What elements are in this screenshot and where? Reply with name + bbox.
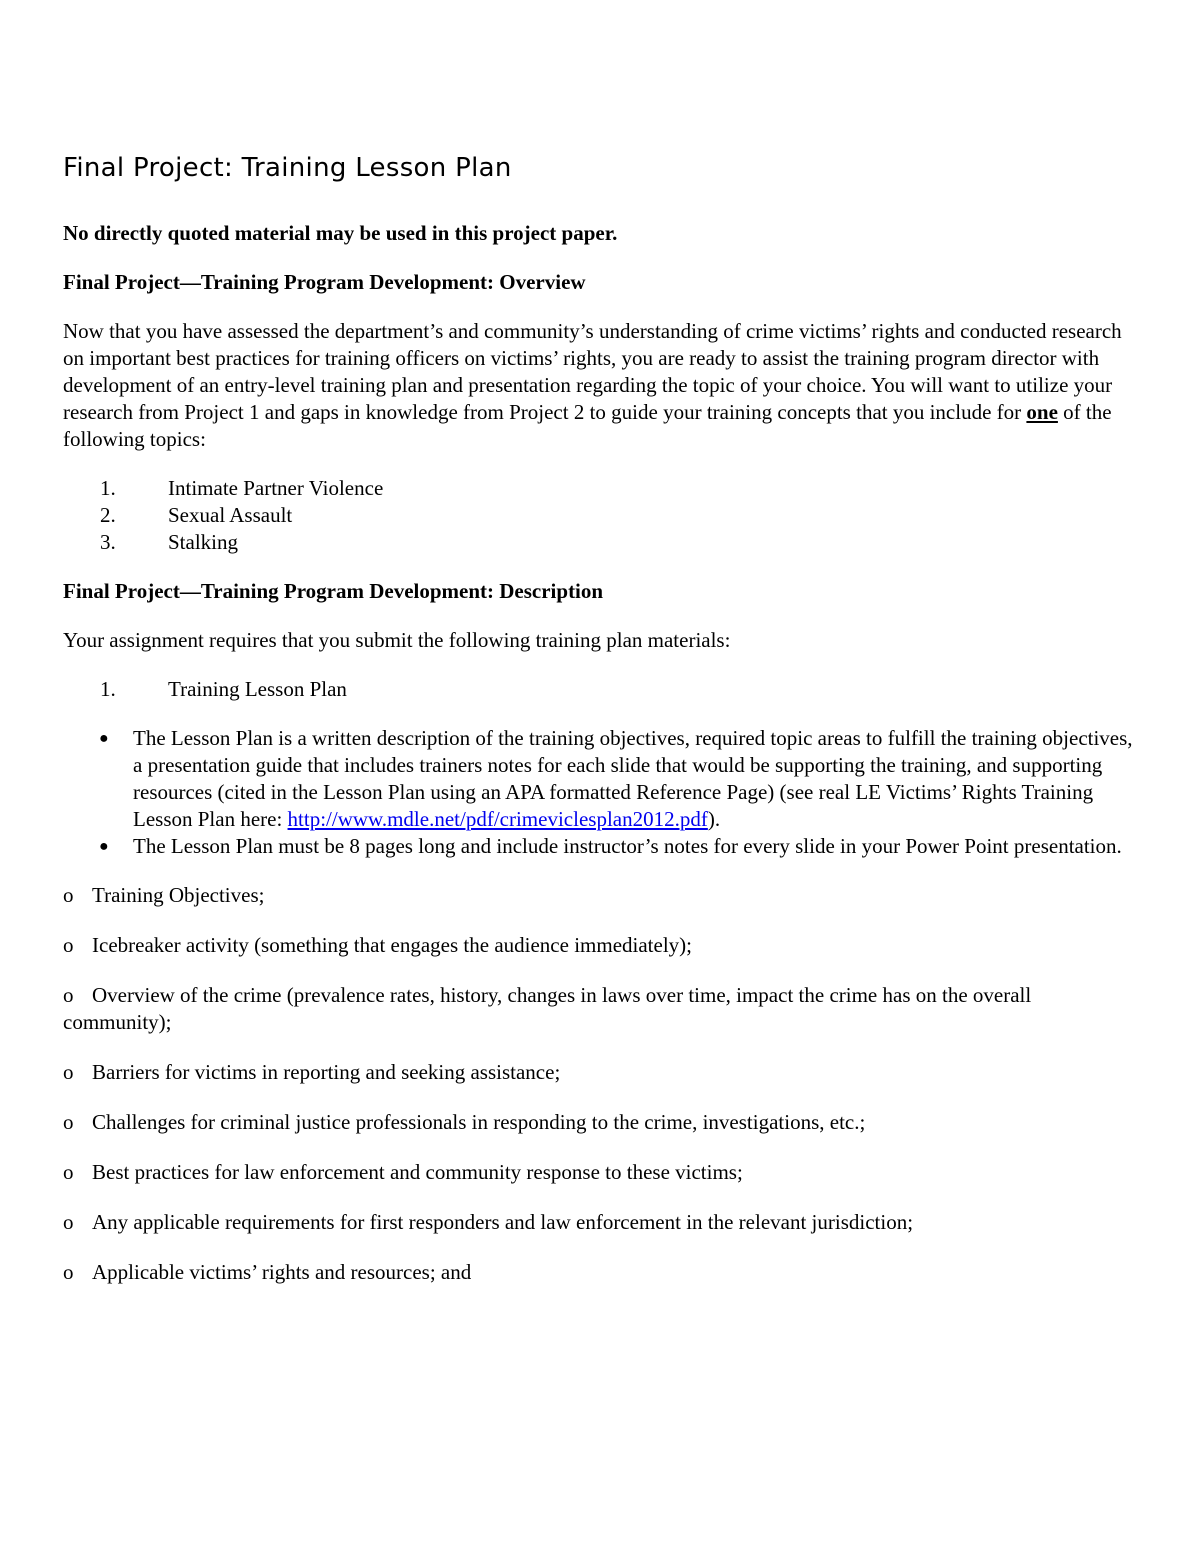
sub-item-text: Any applicable requirements for first responders and law enforcement in the relevant jurisdiction; (92, 1210, 914, 1234)
list-item (63, 982, 1143, 1036)
sub-marker: o (63, 983, 74, 1007)
sub-marker: o (63, 1160, 74, 1184)
bullet-icon: ● (99, 730, 109, 747)
topic-label: Sexual Assault (168, 503, 293, 527)
sub-item-list (63, 882, 1143, 1286)
overview-paragraph (63, 318, 1143, 453)
description-intro: Your assignment requires that you submit the following training plan materials: (63, 628, 731, 652)
lesson-plan-link[interactable]: http://www.mdle.net/pdf/crimeviclesplan2012.pdf (287, 807, 708, 831)
sub-marker: o (63, 883, 74, 907)
topic-number: 2. (100, 503, 116, 527)
sub-marker: o (63, 1110, 74, 1134)
topic-label: Intimate Partner Violence (168, 476, 384, 500)
sub-item-text: Applicable victims’ rights and resources; and (92, 1260, 472, 1284)
sub-item-text: Training Objectives; (92, 883, 265, 907)
list-item (63, 502, 1143, 529)
bullet-text (133, 725, 1143, 833)
list-item (63, 833, 1143, 860)
material-number: 1. (100, 677, 116, 701)
list-item (63, 882, 1143, 909)
list-item (63, 1209, 1143, 1236)
overview-text-after: of the following topics: (63, 400, 1112, 451)
bullet-text: The Lesson Plan must be 8 pages long and include instructor’s notes for every slide in your Power Point presentation. (133, 834, 1122, 858)
topic-number: 1. (100, 476, 116, 500)
sub-marker: o (63, 1210, 74, 1234)
overview-text-before: Now that you have assessed the department’s and community’s understanding of crime victims’ rights and conducted research on important best practices for training officers on victims’ rights, you are ready to assist the training program director with development of an entry-level training plan and presentation regarding the topic of your choice. You will want to utilize your research from Project 1 and gaps in knowledge from Project 2 to guide your training concepts that you include for (63, 319, 1122, 424)
list-item (63, 676, 1143, 703)
bullet-tail: ). (707, 807, 721, 831)
bullet-icon: ● (99, 838, 109, 855)
lesson-plan-bullets (63, 725, 1143, 860)
sub-marker: o (63, 1060, 74, 1084)
list-item (63, 1109, 1143, 1136)
materials-list (63, 676, 1143, 703)
list-item (63, 1259, 1143, 1286)
list-item (63, 1159, 1143, 1186)
overview-emphasis: one (1026, 400, 1058, 424)
list-item (63, 1059, 1143, 1086)
sub-marker: o (63, 933, 74, 957)
quote-notice: No directly quoted material may be used in this project paper. (63, 221, 618, 245)
topic-number: 3. (100, 530, 116, 554)
list-item (63, 475, 1143, 502)
bullet-body: The Lesson Plan is a written description of the training objectives, required topic areas to fulfill the training objectives, a presentation guide that includes trainers notes for each slide that would be supporting the training, and supporting resources (cited in the Lesson Plan using an APA formatted Reference Page) (see real LE Victims’ Rights Training Lesson Plan here: (133, 726, 1133, 831)
sub-item-text: Barriers for victims in reporting and seeking assistance; (92, 1060, 561, 1084)
sub-item-text: Challenges for criminal justice professionals in responding to the crime, investigations, etc.; (92, 1110, 866, 1134)
page-title: Final Project: Training Lesson Plan (63, 153, 512, 183)
description-heading: Final Project—Training Program Development: Description (63, 579, 604, 603)
document-page (63, 150, 1143, 1309)
topic-label: Stalking (168, 530, 239, 554)
material-label: Training Lesson Plan (168, 677, 347, 701)
list-item (63, 932, 1143, 959)
sub-item-text: Overview of the crime (prevalence rates, history, changes in laws over time, impact the crime has on the overall community); (63, 983, 1032, 1034)
sub-marker: o (63, 1260, 74, 1284)
topic-list (63, 475, 1143, 556)
list-item (63, 529, 1143, 556)
sub-item-text: Best practices for law enforcement and community response to these victims; (92, 1160, 743, 1184)
overview-heading: Final Project—Training Program Development: Overview (63, 270, 586, 294)
sub-item-text: Icebreaker activity (something that engages the audience immediately); (92, 933, 692, 957)
list-item (63, 725, 1143, 833)
